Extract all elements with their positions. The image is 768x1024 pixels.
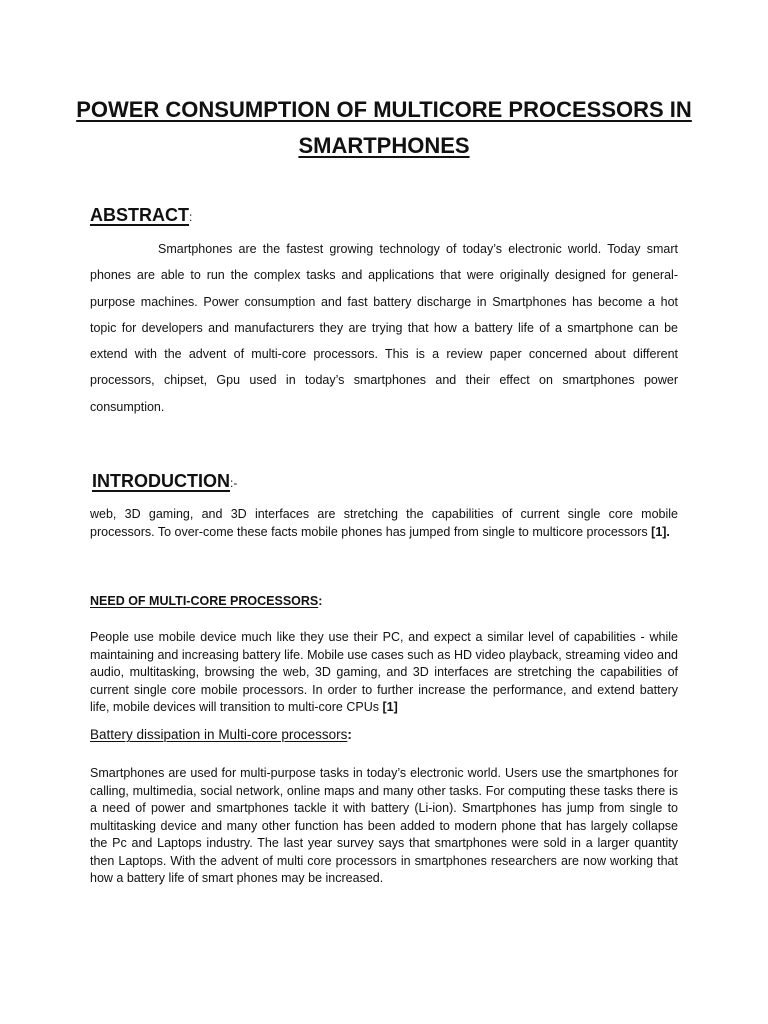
battery-section-heading-suffix: :: [347, 727, 352, 742]
need-section-heading-text: NEED OF MULTI-CORE PROCESSORS: [90, 594, 319, 608]
need-section-reference: [1]: [382, 700, 398, 714]
battery-section-body: Smartphones are used for multi-purpose tasks in today’s electronic world. Users use the smartphones for calling, multimedia, social network, online maps and many other tasks. For computing these tasks there is a need of power and smartphones tackle it with battery (Li-ion). Smartphones has jump from single to multitasking device and many other function has been added to modern phone that has largely collapse the Pc and Laptops industry. The last year survey says that smartphones were sold in a larger quantity then Laptops. With the advent of multi core processors in smartphones researchers are now working that how a battery life of smart phones may be increased.: [90, 766, 678, 885]
need-section-body: [90, 629, 678, 717]
introduction-heading-text: INTRODUCTION: [92, 471, 230, 491]
introduction-body-text: web, 3D gaming, and 3D interfaces are stretching the capabilities of current single core mobile processors. To over-come these facts mobile phones has jumped from single to multicore processors: [90, 507, 678, 539]
abstract-body: Smartphones are the fastest growing technology of today’s electronic world. Today smart phones are able to run the complex tasks and applications that were originally designed for general-purpose machines. Power consumption and fast battery discharge in Smartphones has become a hot topic for developers and manufacturers they are trying that how a battery life of a smartphone can be extend with the advent of multi-core processors. This is a review paper concerned about different processors, chipset, Gpu used in today’s smartphones and their effect on smartphones power consumption.: [90, 242, 678, 414]
abstract-heading: [90, 204, 192, 228]
abstract-heading-text: ABSTRACT: [90, 205, 189, 225]
need-section-body-text: People use mobile device much like they use their PC, and expect a similar level of capabilities - while maintaining and increasing battery life. Mobile use cases such as HD video playback, streaming video and audio, multitasking, browsing the web, 3D gaming, and 3D interfaces are stretching the capabilities of current single core mobile processors. In order to further increase the performance, and extend battery life, mobile devices will transition to multi-core CPUs: [90, 630, 678, 714]
introduction-heading: [92, 470, 237, 494]
document-title: POWER CONSUMPTION OF MULTICORE PROCESSORS IN SMARTPHONES: [76, 97, 692, 158]
introduction-heading-suffix: :-: [230, 476, 238, 490]
battery-section-heading: [90, 726, 352, 744]
abstract-heading-suffix: :: [189, 210, 193, 224]
battery-section-heading-text: Battery dissipation in Multi-core processors: [90, 727, 348, 742]
introduction-reference: [1].: [651, 524, 670, 539]
introduction-body: [90, 506, 678, 541]
need-section-heading-suffix: :: [318, 594, 323, 608]
need-section-heading: [90, 592, 322, 610]
